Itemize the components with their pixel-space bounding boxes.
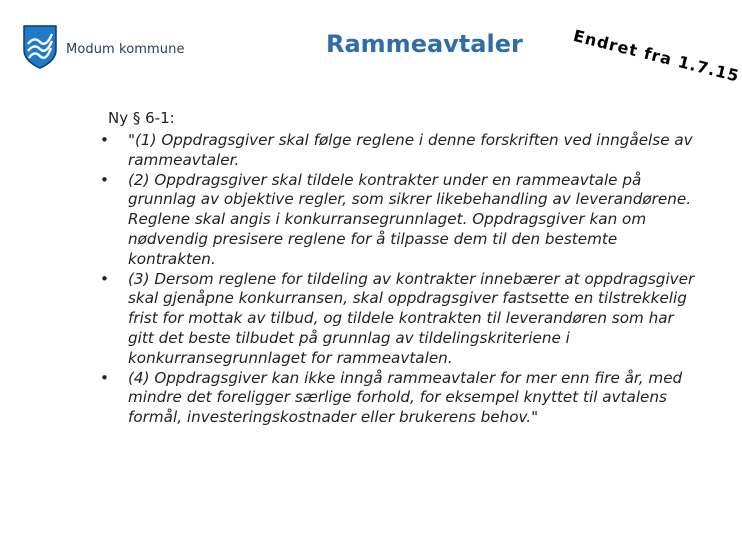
bullet-text: "(1) Oppdragsgiver skal følge reglene i denne forskriften ved inngåelse av rammeavtaler. [128,131,693,169]
bullet-dot: • [100,269,109,288]
bullet-dot: • [100,131,109,149]
bullet-text: (4) Oppdragsgiver kan ikke inngå rammeavtaler for mer enn fire år, med mindre det foreligger særlige forhold, for eksempel knyttet til avtalens formål, investeringskostnader eller brukerens behov." [128,368,683,427]
bullet-list [100,131,700,428]
logo-text: Modum kommune [66,42,185,57]
page-title: Rammeavtaler [326,30,523,58]
bullet-dot: • [100,368,109,387]
bullet-item [100,171,700,270]
revision-stamp: Endret fra 1.7.15 [571,26,742,86]
bullet-item [100,270,700,369]
bullet-dot: • [100,170,109,189]
bullet-item [100,131,700,171]
municipality-logo [22,24,192,80]
section-label: Ny § 6-1: [108,109,175,127]
bullet-text: (2) Oppdragsgiver skal tildele kontrakter under en rammeavtale på grunnlag av objektive regler, som sikrer likebehandling av leverandørene. Reglene skal angis i konkurransegrunnlaget. Oppdragsgiver kan om nødvendig presisere reglene for å tilpasse dem til den bestemte kontrakten. [128,170,692,268]
bullet-text: (3) Dersom reglene for tildeling av kontrakter innebærer at oppdragsgiver skal gjenåpne konkurransen, skal oppdragsgiver fastsette en tilstrekkelig frist for mottak av tilbud, og tildele kontrakten til leverandøren som har gitt det beste tilbudet på grunnlag av tildelingskriteriene i konkurransegrunnlaget for rammeavtalen. [128,269,695,367]
bullet-item [100,369,700,428]
coat-of-arms-icon [22,24,58,70]
